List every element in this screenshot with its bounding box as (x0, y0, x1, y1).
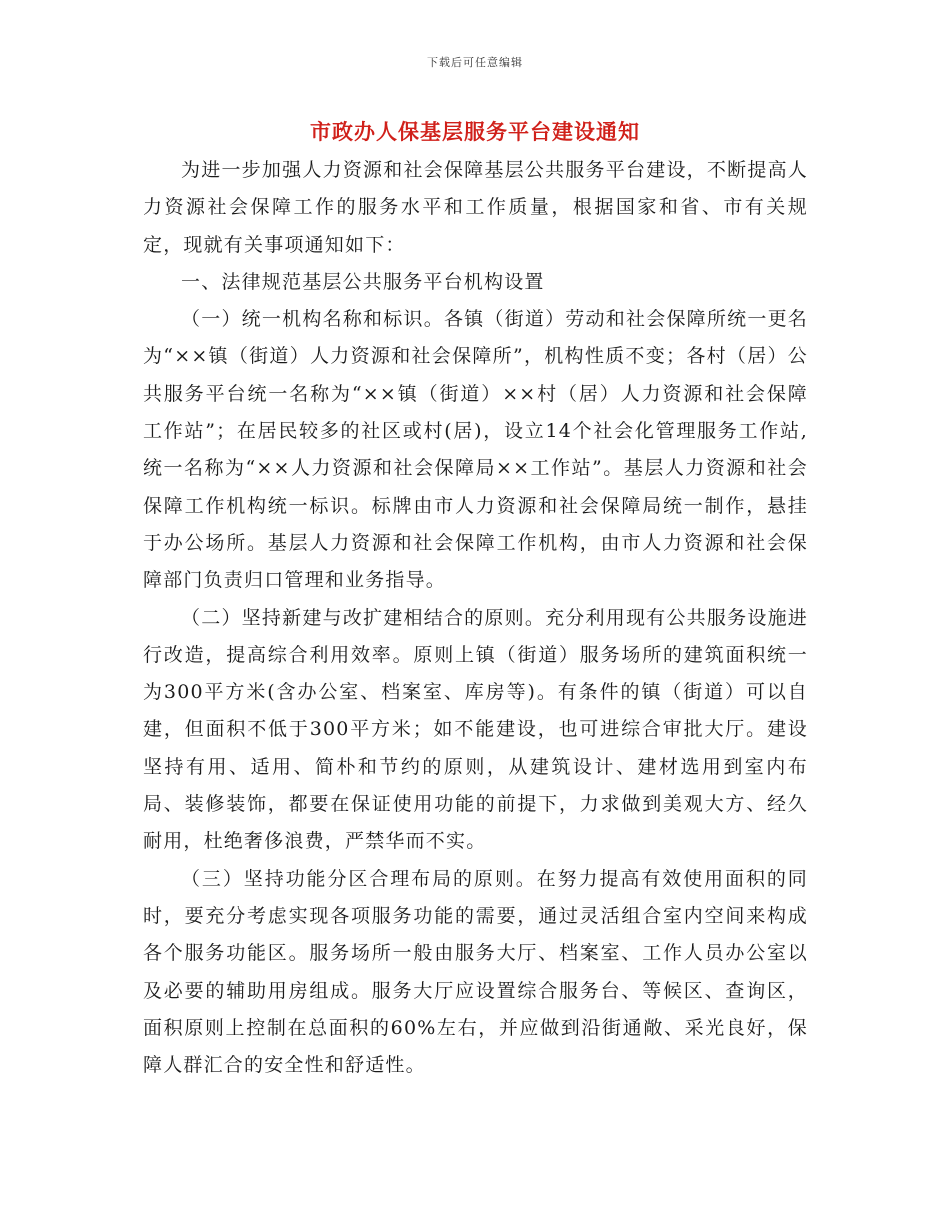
document-body (143, 152, 808, 1084)
paragraph-item-1: （一）统一机构名称和标识。各镇（街道）劳动和社会保障所统一更名为“××镇（街道）人力资源和社会保障所”，机构性质不变；各村（居）公共服务平台统一名称为“××镇（街道）××村（居）人力资源和社会保障工作站”；在居民较多的社区或村(居)，设立14个社会化管理服务工作站,统一名称为“××人力资源和社会保障局××工作站”。基层人力资源和社会保障工作机构统一标识。标牌由市人力资源和社会保障局统一制作，悬挂于办公场所。基层人力资源和社会保障工作机构，由市人力资源和社会保障部门负责归口管理和业务指导。 (143, 308, 808, 592)
paragraph-intro: 为进一步加强人力资源和社会保障基层公共服务平台建设，不断提高人力资源社会保障工作的服务水平和工作质量，根据国家和省、市有关规定，现就有关事项通知如下： (143, 159, 808, 256)
document-title: 市政办人保基层服务平台建设通知 (310, 119, 640, 144)
header-note: 下载后可任意编辑 (427, 56, 523, 69)
section-heading-1: 一、法律规范基层公共服务平台机构设置 (181, 270, 545, 293)
paragraph-item-2: （二）坚持新建与改扩建相结合的原则。充分利用现有公共服务设施进行改造，提高综合利用效率。原则上镇（街道）服务场所的建筑面积统一为300平方米(含办公室、档案室、库房等)。有条件的镇（街道）可以自建，但面积不低于300平方米；如不能建设，也可进综合审批大厅。建设坚持有用、适用、简朴和节约的原则，从建筑设计、建材选用到室内布局、装修装饰，都要在保证使用功能的前提下，力求做到美观大方、经久耐用，杜绝奢侈浪费，严禁华而不实。 (143, 606, 808, 853)
paragraph-item-3: （三）坚持功能分区合理布局的原则。在努力提高有效使用面积的同时，要充分考虑实现各项服务功能的需要，通过灵活组合室内空间来构成各个服务功能区。服务场所一般由服务大厅、档案室、工作人员办公室以及必要的辅助用房组成。服务大厅应设置综合服务台、等候区、查询区，面积原则上控制在总面积的60%左右，并应做到沿街通敞、采光良好，保障人群汇合的安全性和舒适性。 (143, 867, 808, 1077)
